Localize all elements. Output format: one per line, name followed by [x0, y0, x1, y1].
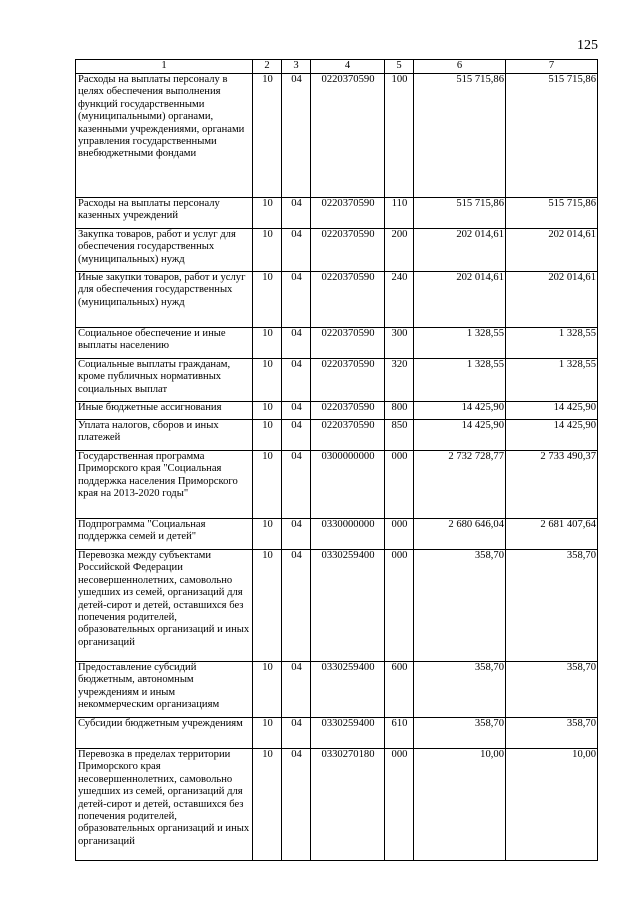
column-header: 2 — [253, 60, 282, 74]
subsection-code: 04 — [282, 718, 311, 749]
amount-col6: 515 715,86 — [414, 198, 506, 229]
amount-col7: 202 014,61 — [506, 272, 598, 328]
section-code: 10 — [253, 402, 282, 420]
budget-table — [75, 59, 598, 861]
subsection-code: 04 — [282, 74, 311, 198]
row-name: Уплата налогов, сборов и иных платежей — [76, 420, 253, 451]
expense-type-code: 850 — [385, 420, 414, 451]
expense-type-code: 000 — [385, 749, 414, 861]
section-code: 10 — [253, 662, 282, 718]
target-article-code: 0300000000 — [311, 451, 385, 519]
column-header: 7 — [506, 60, 598, 74]
subsection-code: 04 — [282, 229, 311, 272]
column-header: 5 — [385, 60, 414, 74]
column-header: 1 — [76, 60, 253, 74]
target-article-code: 0220370590 — [311, 229, 385, 272]
amount-col6: 358,70 — [414, 718, 506, 749]
amount-col7: 202 014,61 — [506, 229, 598, 272]
amount-col7: 2 681 407,64 — [506, 519, 598, 550]
target-article-code: 0220370590 — [311, 198, 385, 229]
expense-type-code: 320 — [385, 359, 414, 402]
amount-col7: 14 425,90 — [506, 402, 598, 420]
amount-col6: 10,00 — [414, 749, 506, 861]
row-name: Социальные выплаты гражданам, кроме публичных нормативных социальных выплат — [76, 359, 253, 402]
amount-col6: 14 425,90 — [414, 420, 506, 451]
expense-type-code: 000 — [385, 519, 414, 550]
subsection-code: 04 — [282, 519, 311, 550]
amount-col6: 202 014,61 — [414, 229, 506, 272]
target-article-code: 0330000000 — [311, 519, 385, 550]
expense-type-code: 110 — [385, 198, 414, 229]
row-name: Подпрограмма "Социальная поддержка семей и детей" — [76, 519, 253, 550]
row-name: Предоставление субсидий бюджетным, автономным учреждениям и иным некоммерческим организациям — [76, 662, 253, 718]
subsection-code: 04 — [282, 328, 311, 359]
table-row — [76, 272, 598, 328]
expense-type-code: 800 — [385, 402, 414, 420]
expense-type-code: 000 — [385, 451, 414, 519]
expense-type-code: 240 — [385, 272, 414, 328]
row-name: Расходы на выплаты персоналу казенных учреждений — [76, 198, 253, 229]
expense-type-code: 300 — [385, 328, 414, 359]
section-code: 10 — [253, 718, 282, 749]
row-name: Иные бюджетные ассигнования — [76, 402, 253, 420]
expense-type-code: 610 — [385, 718, 414, 749]
amount-col7: 1 328,55 — [506, 359, 598, 402]
expense-type-code: 100 — [385, 74, 414, 198]
target-article-code: 0330270180 — [311, 749, 385, 861]
section-code: 10 — [253, 550, 282, 662]
amount-col7: 10,00 — [506, 749, 598, 861]
subsection-code: 04 — [282, 550, 311, 662]
table-row — [76, 550, 598, 662]
amount-col6: 515 715,86 — [414, 74, 506, 198]
amount-col6: 1 328,55 — [414, 328, 506, 359]
table-row — [76, 451, 598, 519]
page-number: 125 — [577, 38, 598, 53]
section-code: 10 — [253, 451, 282, 519]
amount-col7: 515 715,86 — [506, 74, 598, 198]
column-header: 6 — [414, 60, 506, 74]
amount-col6: 1 328,55 — [414, 359, 506, 402]
amount-col6: 2 680 646,04 — [414, 519, 506, 550]
target-article-code: 0220370590 — [311, 328, 385, 359]
table-row — [76, 519, 598, 550]
amount-col7: 14 425,90 — [506, 420, 598, 451]
amount-col6: 2 732 728,77 — [414, 451, 506, 519]
subsection-code: 04 — [282, 420, 311, 451]
row-name: Перевозка между субъектами Российской Федерации несовершеннолетних, самовольно ушедших из семей, организаций для детей-сирот и детей, оставшихся без попечения родителей, образовательных организаций и иных организаций — [76, 550, 253, 662]
target-article-code: 0220370590 — [311, 402, 385, 420]
row-name: Социальное обеспечение и иные выплаты населению — [76, 328, 253, 359]
section-code: 10 — [253, 328, 282, 359]
subsection-code: 04 — [282, 451, 311, 519]
amount-col7: 358,70 — [506, 550, 598, 662]
section-code: 10 — [253, 420, 282, 451]
subsection-code: 04 — [282, 272, 311, 328]
table-row — [76, 662, 598, 718]
table-row — [76, 198, 598, 229]
header-row — [76, 60, 598, 74]
section-code: 10 — [253, 519, 282, 550]
target-article-code: 0330259400 — [311, 718, 385, 749]
amount-col7: 1 328,55 — [506, 328, 598, 359]
row-name: Перевозка в пределах территории Приморского края несовершеннолетних, самовольно ушедших из семей, организаций для детей-сирот и детей, оставшихся без попечения родителей, образовательных организаций и иных организаций — [76, 749, 253, 861]
section-code: 10 — [253, 272, 282, 328]
row-name: Закупка товаров, работ и услуг для обеспечения государственных (муниципальных) нужд — [76, 229, 253, 272]
row-name: Расходы на выплаты персоналу в целях обеспечения выполнения функций государственными (муниципальными) органами, казенными учреждениями, органами управления государственными внебюджетными фондами — [76, 74, 253, 198]
amount-col6: 14 425,90 — [414, 402, 506, 420]
section-code: 10 — [253, 198, 282, 229]
table-row — [76, 420, 598, 451]
column-header: 4 — [311, 60, 385, 74]
table-row — [76, 359, 598, 402]
row-name: Субсидии бюджетным учреждениям — [76, 718, 253, 749]
amount-col6: 202 014,61 — [414, 272, 506, 328]
table-row — [76, 229, 598, 272]
amount-col6: 358,70 — [414, 550, 506, 662]
amount-col7: 358,70 — [506, 718, 598, 749]
subsection-code: 04 — [282, 749, 311, 861]
expense-type-code: 200 — [385, 229, 414, 272]
target-article-code: 0220370590 — [311, 74, 385, 198]
subsection-code: 04 — [282, 662, 311, 718]
section-code: 10 — [253, 359, 282, 402]
row-name: Государственная программа Приморского края "Социальная поддержка населения Приморского края на 2013-2020 годы" — [76, 451, 253, 519]
section-code: 10 — [253, 749, 282, 861]
amount-col6: 358,70 — [414, 662, 506, 718]
amount-col7: 358,70 — [506, 662, 598, 718]
table-row — [76, 328, 598, 359]
amount-col7: 515 715,86 — [506, 198, 598, 229]
target-article-code: 0330259400 — [311, 550, 385, 662]
target-article-code: 0220370590 — [311, 359, 385, 402]
table-row — [76, 749, 598, 861]
column-header: 3 — [282, 60, 311, 74]
target-article-code: 0220370590 — [311, 420, 385, 451]
section-code: 10 — [253, 229, 282, 272]
subsection-code: 04 — [282, 198, 311, 229]
target-article-code: 0220370590 — [311, 272, 385, 328]
expense-type-code: 000 — [385, 550, 414, 662]
subsection-code: 04 — [282, 359, 311, 402]
row-name: Иные закупки товаров, работ и услуг для обеспечения государственных (муниципальных) нужд — [76, 272, 253, 328]
subsection-code: 04 — [282, 402, 311, 420]
section-code: 10 — [253, 74, 282, 198]
expense-type-code: 600 — [385, 662, 414, 718]
table-row — [76, 402, 598, 420]
target-article-code: 0330259400 — [311, 662, 385, 718]
amount-col7: 2 733 490,37 — [506, 451, 598, 519]
table-row — [76, 74, 598, 198]
table-row — [76, 718, 598, 749]
